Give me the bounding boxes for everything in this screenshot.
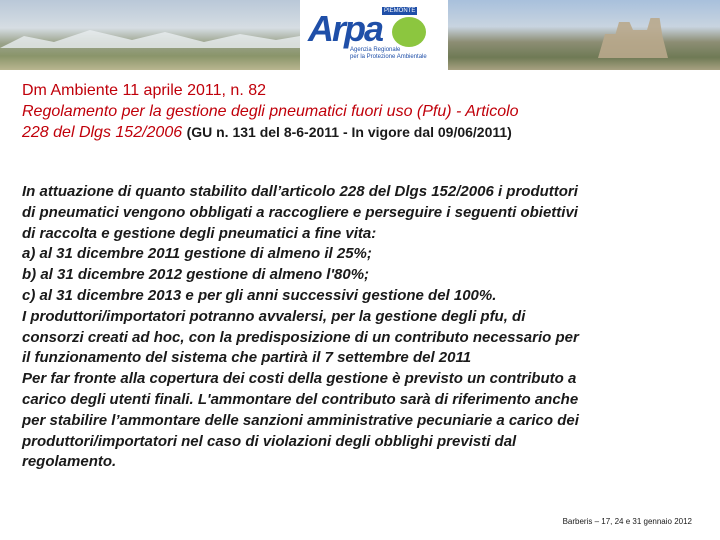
body-line: carico degli utenti finali. L'ammontare del contributo sarà di riferimento anche: [22, 390, 579, 408]
body-line: a) al 31 dicembre 2011 gestione di almeno il 25%;: [22, 245, 372, 263]
body-line: consorzi creati ad hoc, con la predisposizione di un contributo necessario per: [22, 328, 579, 346]
body-line: In attuazione di quanto stabilito dall’articolo 228 del Dlgs 152/2006 i produttori: [22, 183, 578, 200]
title-article-line: [22, 122, 702, 143]
arpa-logo: [300, 0, 448, 70]
body-line: b) al 31 dicembre 2012 gestione di almeno l'80%;: [22, 266, 370, 284]
body-line: il funzionamento del sistema che partirà il 7 settembre del 2011: [22, 349, 472, 367]
footer-credit: Barberis – 17, 24 e 31 gennaio 2012: [562, 517, 692, 526]
logo-container: [306, 5, 444, 65]
mountain-range-image: [0, 28, 300, 48]
body-line: per stabilire l’ammontare delle sanzioni amministrative pecuniarie a carico dei: [22, 411, 579, 429]
body-line: di raccolta e gestione degli pneumatici a fine vita:: [22, 224, 377, 242]
slide-title: [22, 80, 702, 143]
landscape-photo-right: [448, 0, 720, 70]
logo-region-tag: PIEMONTE: [384, 8, 416, 14]
logo-subtitle-line2: per la Protezione Ambientale: [350, 54, 427, 60]
title-regulation: Regolamento per la gestione degli pneumatici fuori uso (Pfu) - Articolo: [22, 103, 519, 120]
title-decree: Dm Ambiente 11 aprile 2011, n. 82: [22, 82, 266, 99]
body-line: c) al 31 dicembre 2013 e per gli anni successivi gestione del 100%.: [22, 286, 497, 304]
castle-image: [598, 18, 668, 58]
header-banner: [0, 0, 720, 70]
title-article: 228 del Dlgs 152/2006: [22, 124, 187, 141]
body-line: produttori/importatori nel caso di violazioni degli obblighi previsti dal: [22, 432, 517, 450]
body-line: I produttori/importatori potranno avvalersi, per la gestione degli pfu, di: [22, 307, 526, 325]
logo-subtitle-line1: Agenzia Regionale: [350, 47, 401, 53]
landscape-photo-left: [0, 0, 300, 70]
logo-subtitle: [350, 47, 427, 61]
body-line: di pneumatici vengono obbligati a raccogliere e perseguire i seguenti obiettivi: [22, 203, 578, 221]
logo-emblem-icon: [392, 17, 426, 47]
title-gazette-reference: (GU n. 131 del 8-6-2011 - In vigore dal 09/06/2011): [186, 124, 512, 140]
body-line: regolamento.: [22, 453, 117, 471]
logo-wordmark: Arpa: [308, 8, 383, 49]
body-text: [22, 182, 698, 473]
body-line: Per far fronte alla copertura dei costi della gestione è previsto un contributo a: [22, 370, 577, 388]
